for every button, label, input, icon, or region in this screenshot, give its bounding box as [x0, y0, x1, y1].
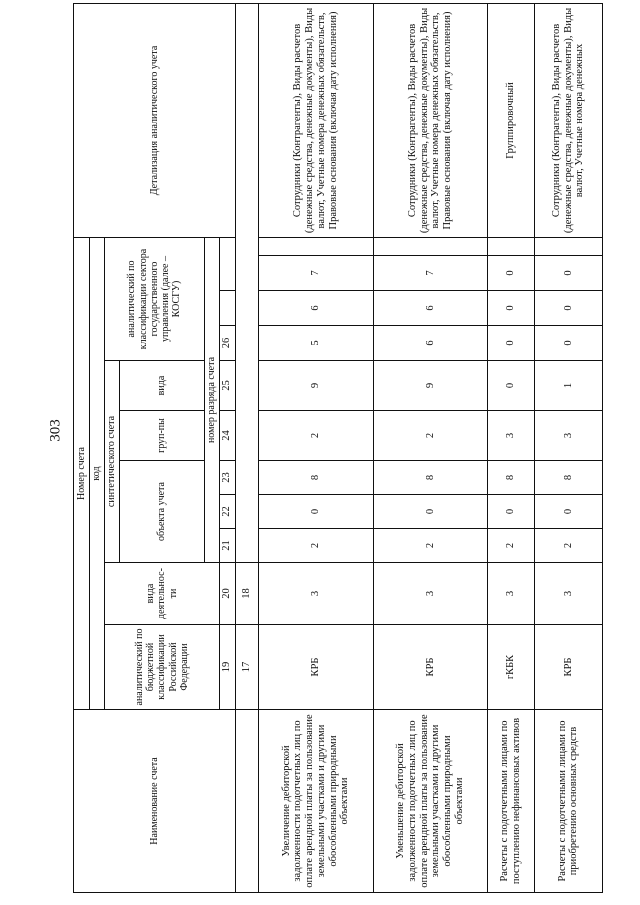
- row-value-empty: [373, 237, 488, 255]
- blank-cell: [235, 3, 258, 562]
- row-value: 8: [258, 461, 373, 495]
- digit-cell: 18: [235, 563, 258, 625]
- row-value: 7: [258, 256, 373, 291]
- row-detail: Сотрудники (Контрагенты), Виды расчетов (денежные средства, денежные документы), Виды валют, Учетные номера денежных обязательств, Правовые основания (включая дату исполнения): [373, 3, 488, 237]
- digit-cell: 22: [219, 495, 235, 529]
- row-value: 9: [258, 361, 373, 411]
- digit-cell-empty: [219, 291, 235, 326]
- row-value-empty: [488, 237, 535, 255]
- header-activity-type: вида деятельнос-ти: [104, 563, 219, 625]
- header-digit-number: номер разряда счета: [204, 237, 219, 562]
- row-value: 1: [534, 361, 602, 411]
- row-value: 2: [373, 529, 488, 563]
- row-value: 0: [488, 256, 535, 291]
- row-value: 2: [258, 529, 373, 563]
- row-value: 5: [258, 326, 373, 361]
- row-value: 0: [488, 361, 535, 411]
- row-value: 2: [258, 411, 373, 461]
- row-value: 6: [373, 326, 488, 361]
- row-value: КРБ: [373, 625, 488, 710]
- table-row: [488, 3, 535, 892]
- row-value: 0: [488, 326, 535, 361]
- digit-cell: 26: [219, 326, 235, 361]
- row-value: гКБК: [488, 625, 535, 710]
- header-kind: вида: [120, 361, 205, 411]
- row-value: 6: [373, 291, 488, 326]
- header-analytic-kosgu: аналитический по классификации сектора государственного управления (далее – КОСГУ): [104, 237, 204, 360]
- digit-cell: 23: [219, 461, 235, 495]
- row-value: 0: [488, 495, 535, 529]
- page-number: 303: [47, 419, 64, 442]
- row-value: 8: [488, 461, 535, 495]
- row-detail: Сотрудники (Контрагенты), Виды расчетов (денежные средства, денежные документы), Виды валют, Учетные номера денежных обязательств, Правовые основания (включая дату исполнения): [258, 3, 373, 237]
- row-name: Уменьшение дебиторской задолженности подотчетных лиц по оплате арендной платы за пользование земельными участками и другими обособленными природными объектами: [373, 710, 488, 893]
- row-value: 3: [534, 563, 602, 625]
- header-analytic-budget: аналитический по бюджетной классификации Российской Федерации: [104, 625, 219, 710]
- row-value: 2: [373, 411, 488, 461]
- row-value: 3: [488, 563, 535, 625]
- row-name: Увеличение дебиторской задолженности подотчетных лиц по оплате арендной платы за пользование земельными участками и другими обособленными природными объектами: [258, 710, 373, 893]
- row-value: 3: [373, 563, 488, 625]
- accounts-table: [73, 3, 603, 893]
- row-value: 2: [488, 529, 535, 563]
- table-row: [534, 3, 602, 892]
- row-value: 3: [488, 411, 535, 461]
- digit-cell: 25: [219, 361, 235, 411]
- row-value: КРБ: [258, 625, 373, 710]
- row-value: 0: [534, 256, 602, 291]
- digit-cell: 24: [219, 411, 235, 461]
- header-detail: Детализация аналитического учета: [74, 3, 236, 237]
- digit-cell: 20: [219, 563, 235, 625]
- row-value: 0: [534, 291, 602, 326]
- row-value: 9: [373, 361, 488, 411]
- header-group: груп-пы: [120, 411, 205, 461]
- digit-cell: 21: [219, 529, 235, 563]
- header-code: код: [89, 237, 104, 709]
- row-value: 0: [534, 495, 602, 529]
- table-row: [373, 3, 488, 892]
- row-value: 6: [258, 291, 373, 326]
- header-synthetic: синтетического счета: [104, 361, 119, 563]
- header-account-number: Номер счета: [74, 237, 90, 709]
- rotated-table-wrapper: [73, 7, 603, 893]
- row-value: 0: [534, 326, 602, 361]
- table-row: [258, 3, 373, 892]
- row-value: 8: [373, 461, 488, 495]
- row-detail: Сотрудники (Контрагенты), Виды расчетов (денежные средства, денежные документы), Виды валют, Учетные номера денежных: [534, 3, 602, 237]
- row-value: 0: [258, 495, 373, 529]
- blank-cell: [235, 710, 258, 893]
- row-value: 7: [373, 256, 488, 291]
- digit-cell: 17: [235, 625, 258, 710]
- row-value: 0: [488, 291, 535, 326]
- row-value-empty: [258, 237, 373, 255]
- header-object: объекта учета: [120, 461, 205, 563]
- row-value-empty: [534, 237, 602, 255]
- row-value: 0: [373, 495, 488, 529]
- header-account-name: Наименование счета: [74, 710, 236, 893]
- row-name: Расчеты с подотчетными лицами по поступлению нефинансовых активов: [488, 710, 535, 893]
- row-value: 3: [534, 411, 602, 461]
- row-value: КРБ: [534, 625, 602, 710]
- row-value: 3: [258, 563, 373, 625]
- row-name: Расчеты с подотчетными лицами по приобретению основных средств: [534, 710, 602, 893]
- row-value: 2: [534, 529, 602, 563]
- digit-cell: 19: [219, 625, 235, 710]
- row-detail: Группировочный: [488, 3, 535, 237]
- row-value: 8: [534, 461, 602, 495]
